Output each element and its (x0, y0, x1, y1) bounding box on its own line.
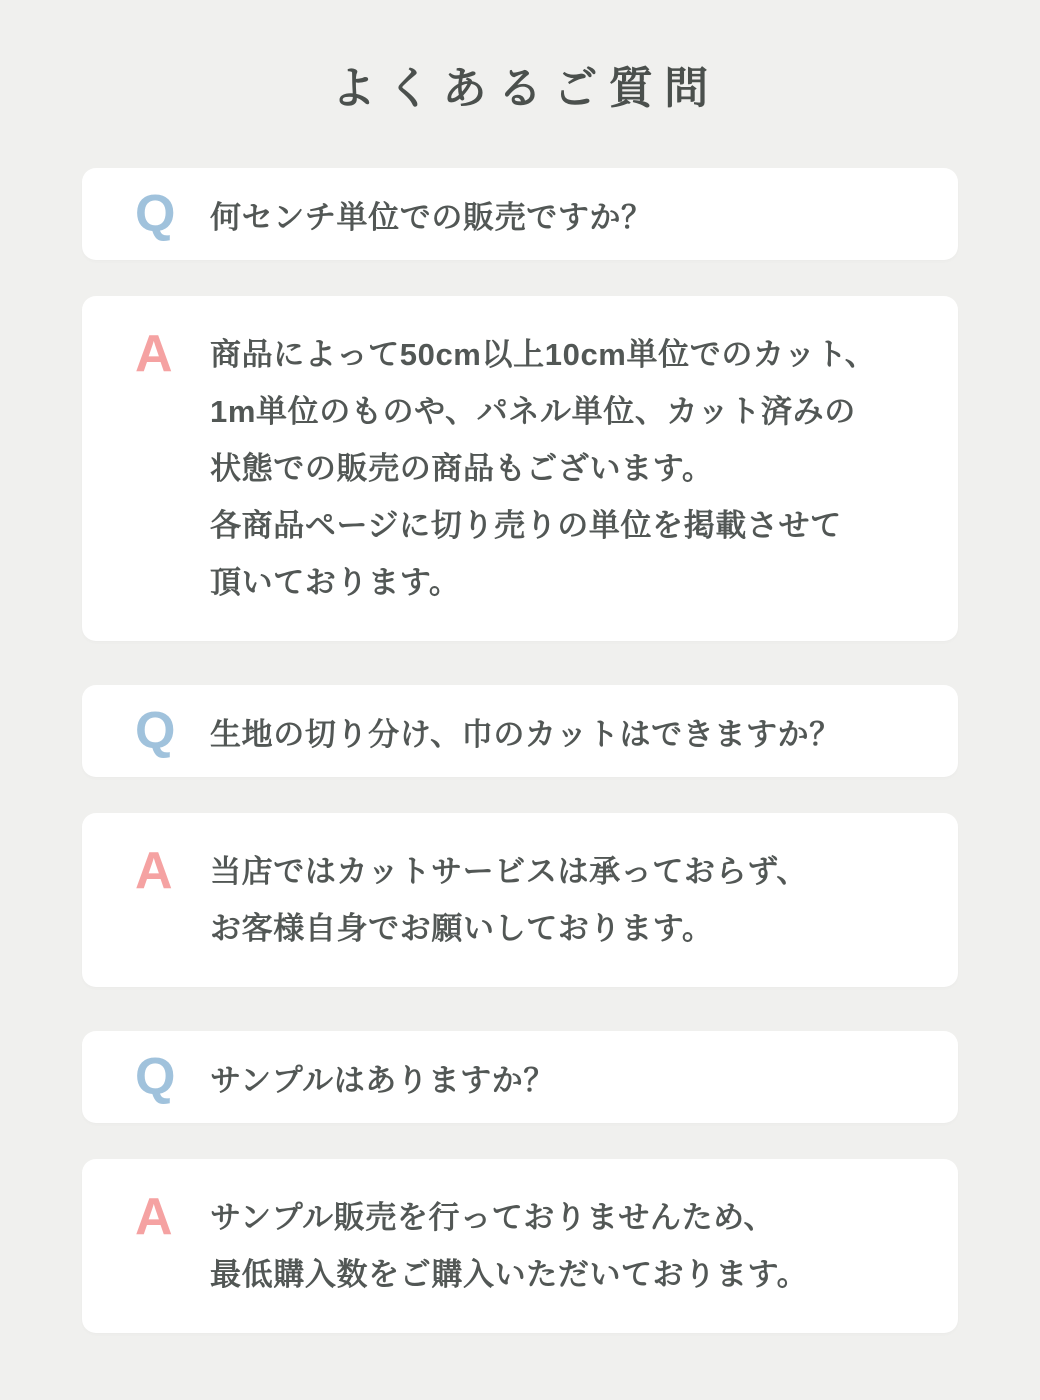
faq-question-card (82, 1031, 958, 1123)
answer-marker: A (135, 1188, 173, 1246)
answer-line: 状態での販売の商品もございます。 (210, 451, 714, 486)
page-title: よくあるご質問 (331, 64, 720, 113)
answer-text (210, 1189, 808, 1303)
answer-marker: A (135, 842, 173, 900)
answer-line: お客様自身でお願いしております。 (210, 911, 714, 946)
question-text: 何センチ単位での販売ですか？ (210, 199, 653, 235)
answer-marker: A (135, 325, 173, 383)
answer-line: 1m単位のものや、パネル単位、カット済みの (210, 394, 856, 429)
answer-text (210, 843, 808, 957)
faq-answer-card (82, 296, 958, 641)
answer-line: 当店ではカットサービスは承っておらず、 (210, 854, 808, 889)
answer-text (210, 326, 876, 611)
faq-question-card (82, 168, 958, 260)
question-marker: Q (135, 185, 176, 243)
faq-question-card (82, 685, 958, 777)
answer-line: 商品によって50cm以上10cm単位でのカット、 (210, 337, 877, 372)
faq-answer-card (82, 1159, 958, 1333)
question-marker: Q (135, 702, 176, 760)
question-text: サンプルはありますか？ (210, 1062, 556, 1098)
answer-line: 頂いております。 (210, 565, 461, 600)
faq-list (82, 168, 958, 1333)
answer-line: サンプル販売を行っておりませんため、 (210, 1200, 776, 1235)
faq-answer-card (82, 813, 958, 987)
answer-line: 各商品ページに切り売りの単位を掲載させて (210, 508, 842, 543)
question-text: 生地の切り分け、巾のカットはできますか？ (210, 716, 841, 752)
answer-line: 最低購入数をご購入いただいております。 (210, 1257, 809, 1292)
question-marker: Q (135, 1048, 176, 1106)
